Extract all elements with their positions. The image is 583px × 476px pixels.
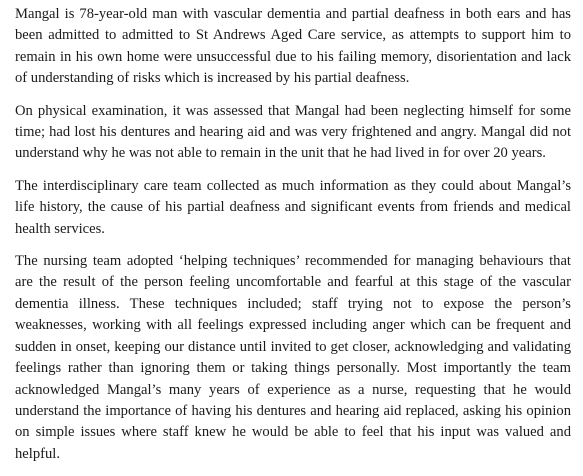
- paragraph-helping-techniques: The nursing team adopted ‘helping techniques’ recommended for managing behaviours that are the result of the person feeling uncomfortable and fearful at this stage of the vascular dementia illness. These techniques included; staff trying not to expose the person’s weaknesses, working with all feelings expressed including anger which can be frequent and sudden in onset, keeping our distance until invited to get closer, acknowledging and validating feelings rather than ignoring them or taking things personally. Most importantly the team acknowledged Mangal’s many years of experience as a nurse, requesting that he would understand the importance of having his dentures and hearing aid replaced, asking his opinion on simple issues where staff knew he would be able to feel that his input was valued and helpful.: [15, 253, 571, 462]
- paragraph-case-introduction: Mangal is 78-year-old man with vascular dementia and partial deafness in both ears and has been admitted to admitted to St Andrews Aged Care service, as attempts to support him to remain in his own home were unsuccessful due to his failing memory, disorientation and lack of understanding of risks which is increased by his partial deafness.: [15, 6, 571, 87]
- document-body: [15, 4, 571, 476]
- paragraph-care-team-information: The interdisciplinary care team collected as much information as they could about Mangal’s life history, the cause of his partial deafness and significant events from friends and medical health services.: [15, 177, 571, 237]
- paragraph-physical-examination: On physical examination, it was assessed that Mangal had been neglecting himself for some time; had lost his dentures and hearing aid and was very frightened and angry. Mangal did not understand why he was not able to remain in the unit that he had lived in for over 20 years.: [15, 102, 571, 162]
